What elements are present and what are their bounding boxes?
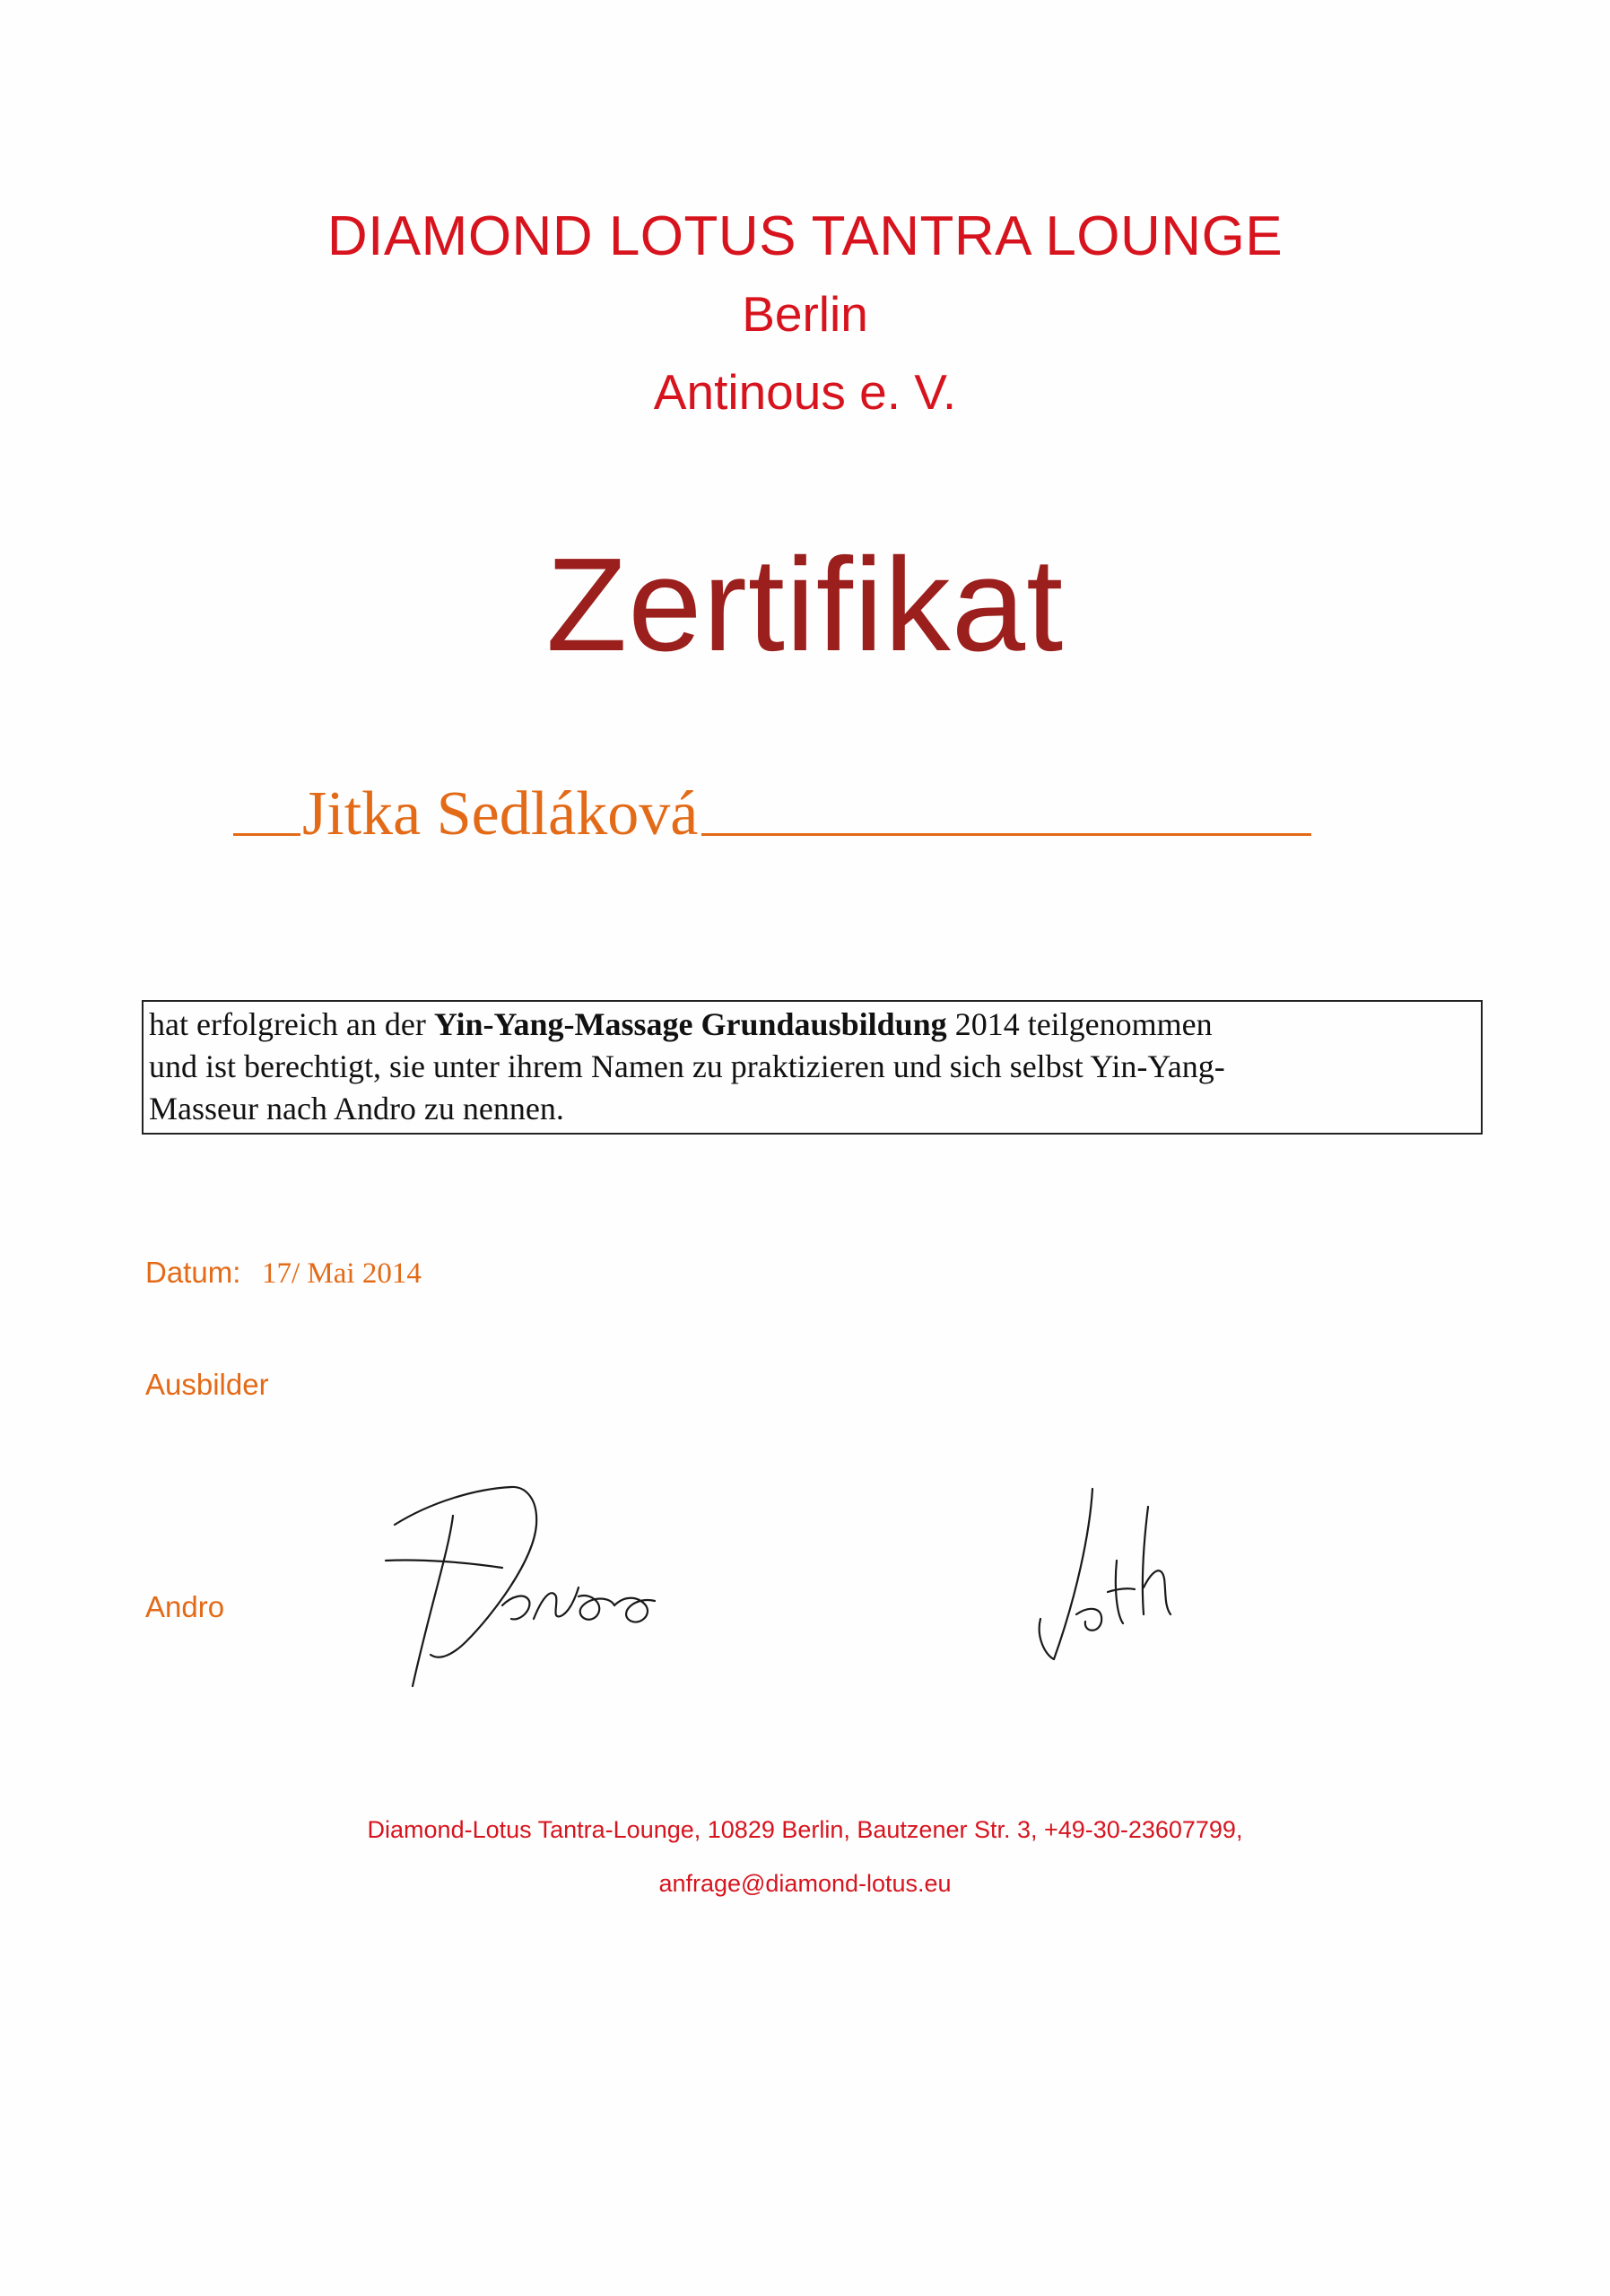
course-name: Yin-Yang-Massage Grundausbildung [433, 1006, 947, 1042]
date-value: 17/ Mai 2014 [262, 1257, 422, 1290]
underline-left [233, 833, 300, 836]
footer-address: Diamond-Lotus Tantra-Lounge, 10829 Berlin, Bautzener Str. 3, +49-30-23607799, [367, 1816, 1243, 1843]
date-label: Datum: [145, 1256, 241, 1289]
signature-second-trainer [1014, 1471, 1220, 1677]
statement-line-3: Masseur nach Andro zu nennen. [149, 1091, 564, 1126]
statement-part2: 2014 teilgenommen [946, 1006, 1213, 1042]
trainer-label: Ausbilder [145, 1368, 269, 1401]
recipient-name: Jitka Sedláková [302, 779, 699, 848]
organization-city: Berlin [742, 286, 868, 342]
statement-part1: hat erfolgreich an der [149, 1006, 434, 1042]
underline-right [701, 833, 1311, 836]
organization-association: Antinous e. V. [653, 364, 957, 420]
recipient-line [233, 778, 1381, 850]
statement-line-2: und ist berechtigt, sie unter ihrem Namen zu praktizieren und sich selbst Yin-Yang- [149, 1048, 1225, 1084]
certificate-title: Zertifikat [545, 531, 1065, 679]
organization-name: DIAMOND LOTUS TANTRA LOUNGE [326, 205, 1284, 267]
signature-andro [368, 1462, 762, 1713]
footer-email: anfrage@diamond-lotus.eu [658, 1870, 952, 1897]
trainer-name: Andro [145, 1590, 225, 1623]
statement-line-1 [149, 1004, 1475, 1046]
statement-box [142, 1000, 1483, 1135]
